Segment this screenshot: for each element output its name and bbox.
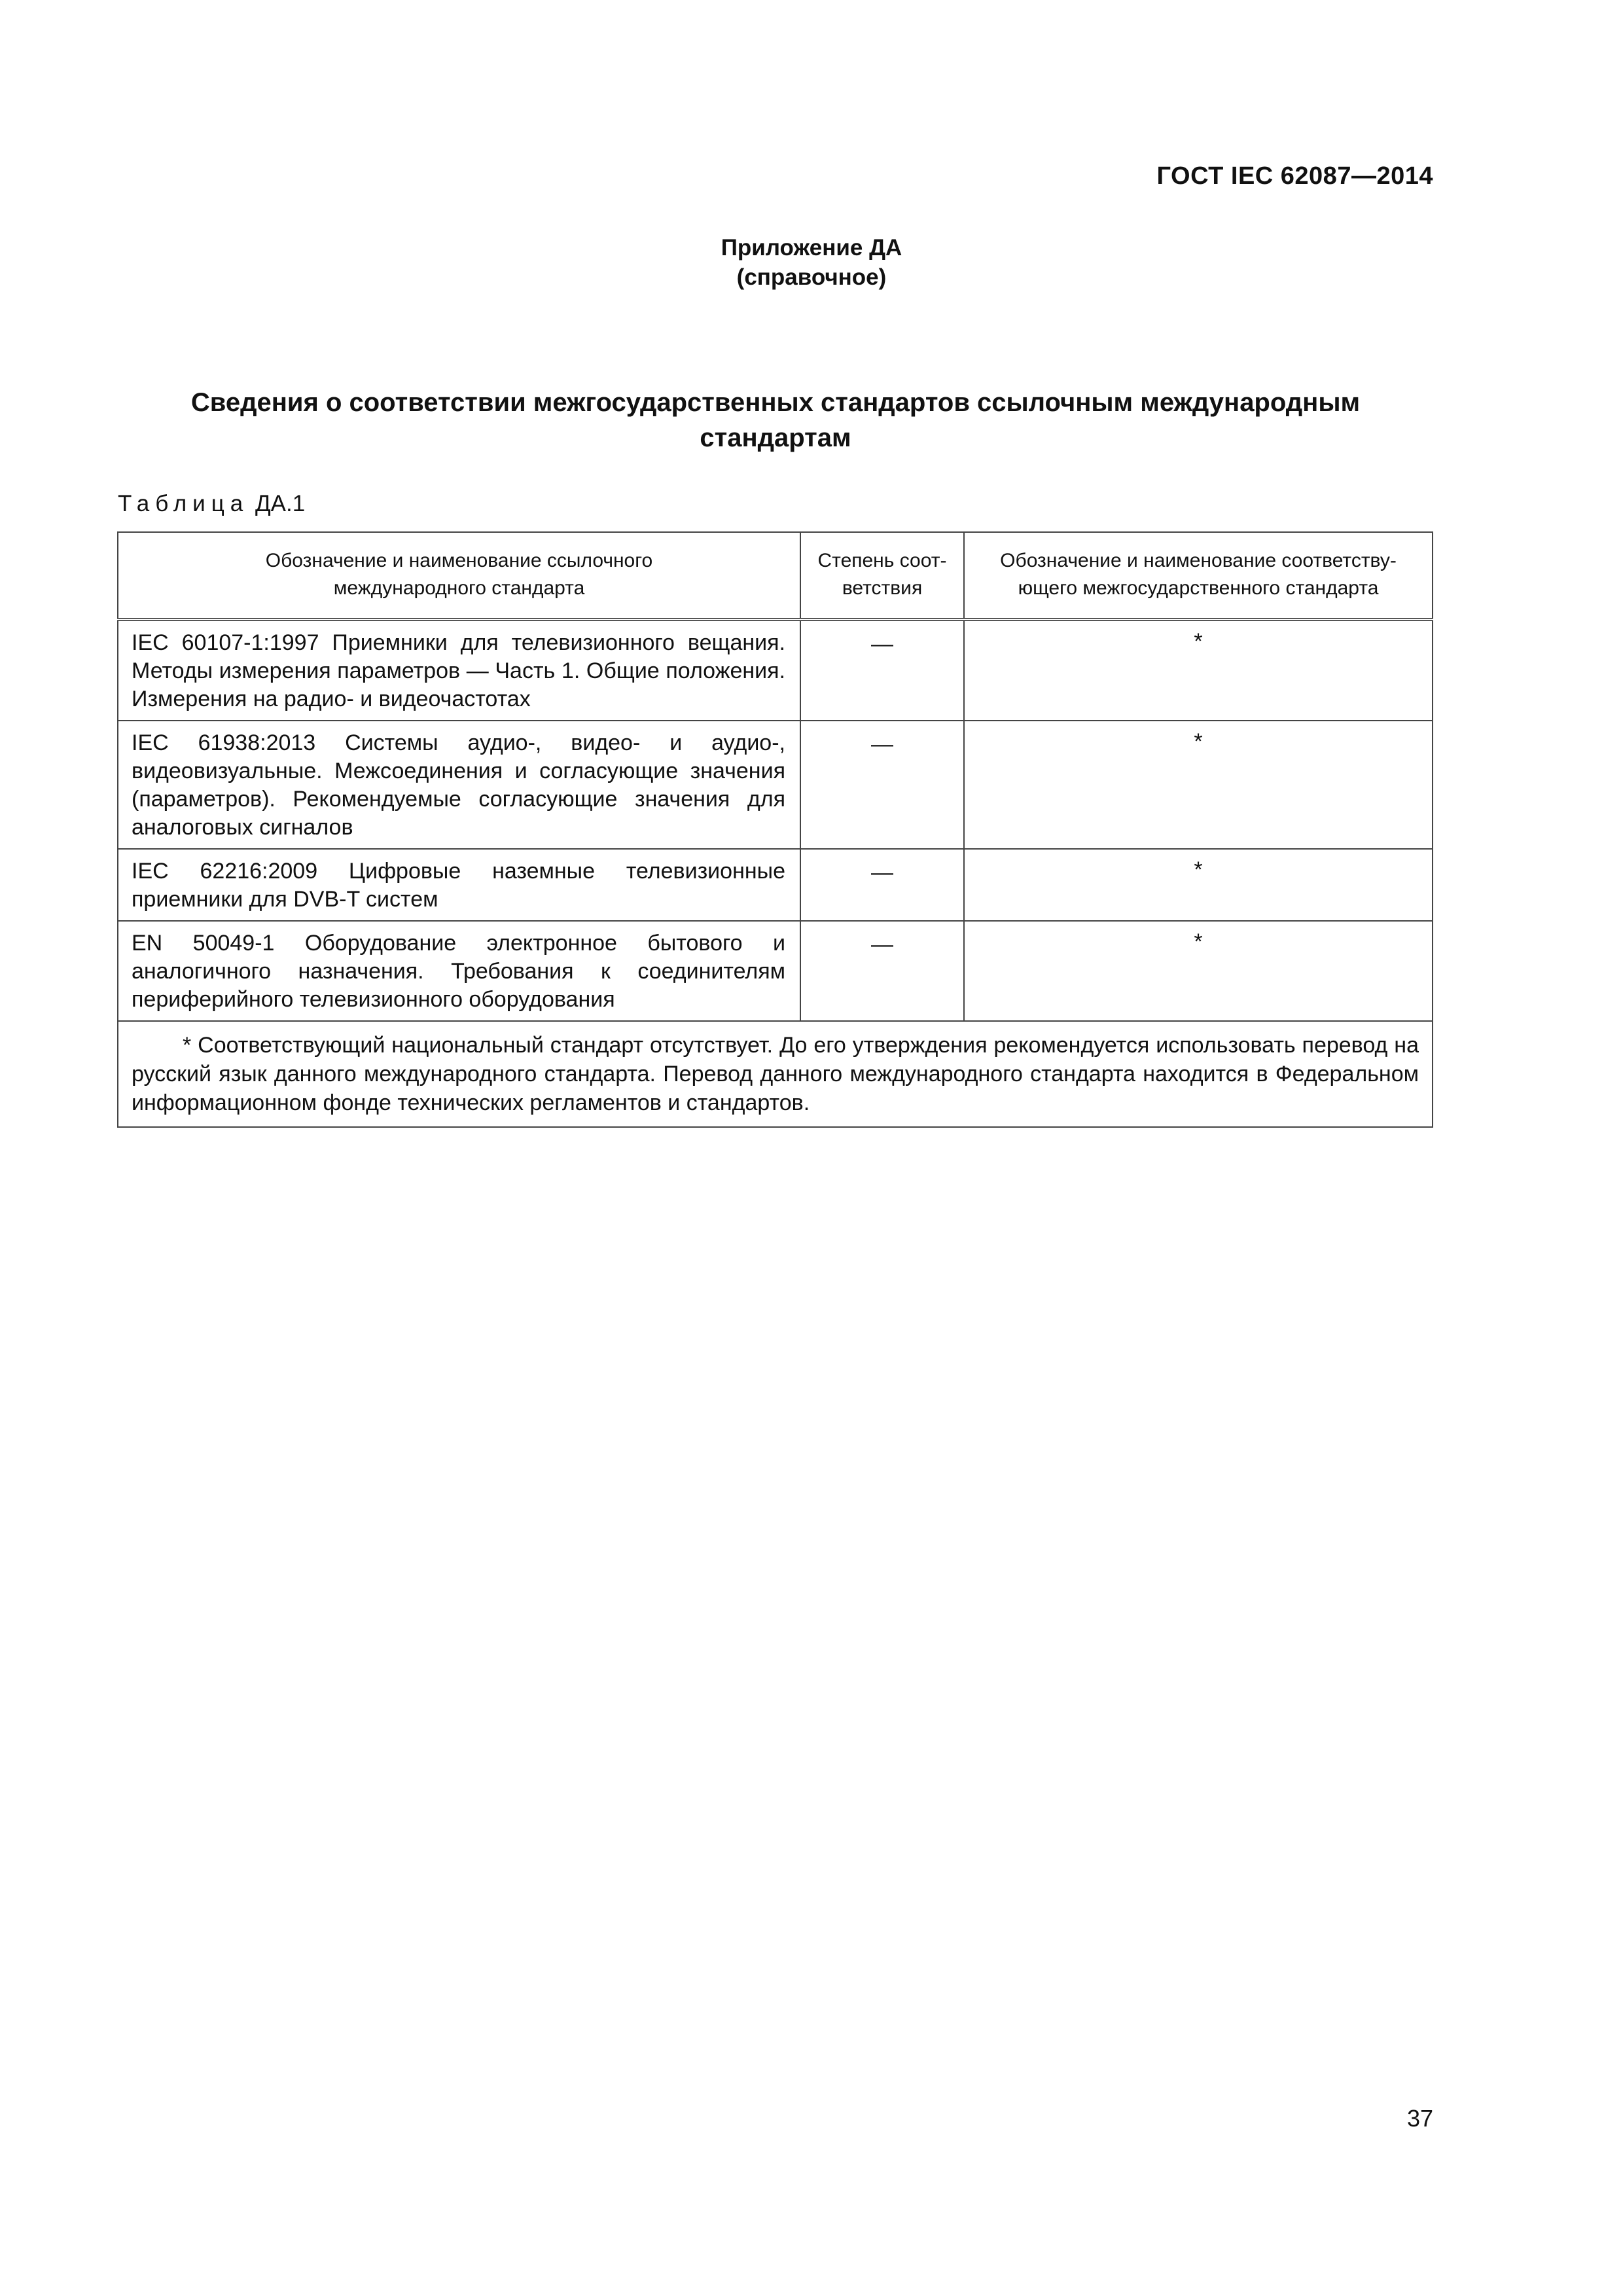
degree-cell: — — [800, 921, 964, 1021]
appendix-subtitle: (справочное) — [736, 264, 887, 290]
correspondence-table — [117, 531, 1433, 1128]
header-national-line-1: Обозначение и наименование соответству- — [1000, 550, 1397, 571]
degree-cell: — — [800, 620, 964, 721]
reference-standard-cell: IEC 60107-1:1997 Приемники для телевизионного вещания. Методы измерения параметров — Часть 1. Общие положения. Измерения на радио- и видеочастотах — [118, 620, 800, 721]
section-title — [118, 385, 1433, 456]
table-caption — [118, 490, 305, 518]
appendix-heading — [0, 233, 1623, 292]
table-row — [118, 721, 1433, 849]
header-reference-line-2: международного стандарта — [333, 577, 585, 599]
degree-cell: — — [800, 721, 964, 849]
header-national-standard — [964, 532, 1433, 620]
table-footnote-cell — [118, 1021, 1433, 1127]
header-reference-line-1: Обозначение и наименование ссылочного — [265, 550, 653, 571]
table-row — [118, 921, 1433, 1021]
header-reference-standard — [118, 532, 800, 620]
header-degree-line-1: Степень соот- — [817, 550, 947, 571]
reference-standard-cell: IEC 62216:2009 Цифровые наземные телевизионные приемники для DVB-T систем — [118, 849, 800, 921]
appendix-title: Приложение ДА — [721, 235, 902, 260]
table-caption-number: ДА.1 — [255, 491, 306, 516]
header-degree — [800, 532, 964, 620]
national-standard-cell: * — [964, 849, 1433, 921]
national-standard-cell: * — [964, 620, 1433, 721]
header-national-line-2: ющего межгосударственного стандарта — [1018, 577, 1379, 599]
national-standard-cell: * — [964, 921, 1433, 1021]
table-caption-prefix: Таблица — [118, 491, 249, 516]
reference-standard-cell: EN 50049-1 Оборудование электронное бытового и аналогичного назначения. Требования к соединителям периферийного телевизионного оборудования — [118, 921, 800, 1021]
table-footnote: * Соответствующий национальный стандарт отсутствует. До его утверждения рекомендуется использовать перевод на русский язык данного международного стандарта. Перевод данного международного стандарта находится в Федеральном информационном фонде технических регламентов и стандартов. — [132, 1033, 1419, 1115]
section-title-line-2: стандартам — [700, 423, 851, 452]
table-row — [118, 849, 1433, 921]
page-number: 37 — [1406, 2105, 1433, 2132]
header-degree-line-2: ветствия — [842, 577, 923, 599]
table-row — [118, 620, 1433, 721]
document-code: ГОСТ IEC 62087—2014 — [1156, 162, 1433, 190]
table-footnote-row — [118, 1021, 1433, 1127]
reference-standard-cell: IEC 61938:2013 Системы аудио-, видео- и аудио-, видеовизуальные. Межсоединения и согласующие значения (параметров). Рекомендуемые согласующие значения для аналоговых сигналов — [118, 721, 800, 849]
degree-cell: — — [800, 849, 964, 921]
section-title-line-1: Сведения о соответствии межгосударственных стандартов ссылочным международным — [190, 388, 1361, 417]
national-standard-cell: * — [964, 721, 1433, 849]
table-header-row — [118, 532, 1433, 620]
